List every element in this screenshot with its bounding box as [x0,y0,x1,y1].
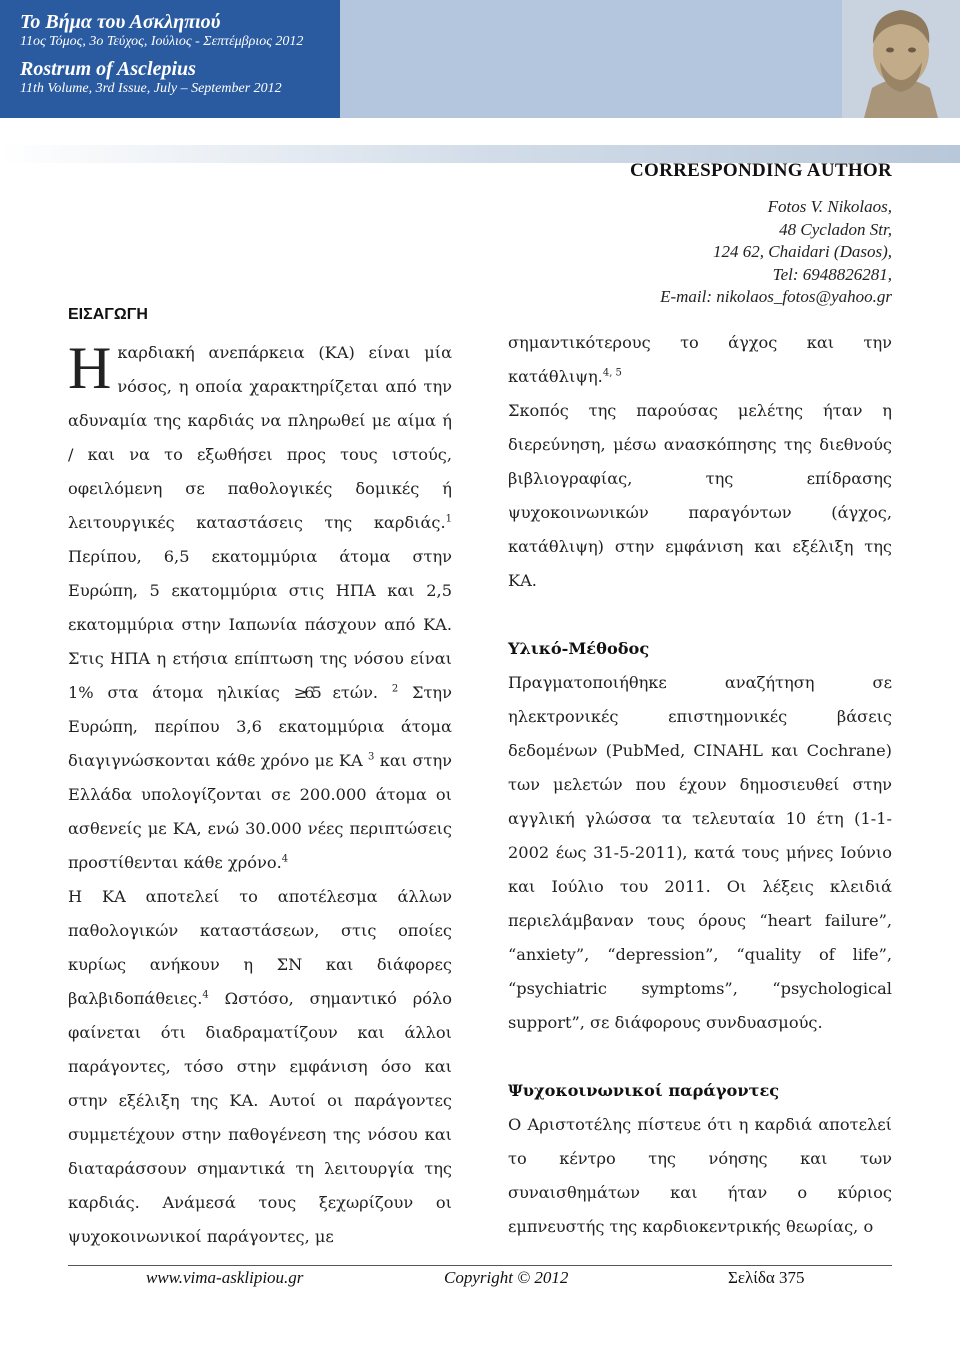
issue-info-greek: 11ος Τόμος, 3ο Τεύχος, Ιούλιος - Σεπτέμβριος 2012 [20,34,304,49]
psychosocial-paragraph: Ο Αριστοτέλης πίστευε ότι η καρδιά αποτελεί το κέντρο της νόησης και των συναισθημάτων και ήταν ο κύριος εμπνευστής της καρδιοκεντρικής θεωρίας, ο [508,1115,892,1236]
author-city: 124 62, Chaidari (Dasos), [713,242,892,261]
journal-title-greek: Το Βήμα του Ασκληπιού [20,11,221,33]
author-street: 48 Cycladon Str, [779,219,892,239]
footer-website: www.vima-asklipiou.gr [146,1268,304,1287]
footer-divider [68,1265,892,1266]
journal-title-box [0,0,340,118]
aim-paragraph: Σκοπός της παρούσας μελέτης ήταν η διερεύνηση, μέσω ανασκόπησης της διεθνούς βιβλιογραφίας, της επίδρασης ψυχοκοινωνικών παραγόντων (άγχος, κατάθλιψη) στην εμφάνιση και εξέλιξη της ΚΑ. [508,401,892,590]
author-name: Fotos V. Nikolaos, [767,197,892,216]
psychosocial-heading: Ψυχοκοινωνικοί παράγοντες [508,1081,780,1100]
methods-heading: Υλικό-Μέθοδος [508,639,650,658]
left-column [68,336,452,1254]
journal-header [0,0,960,118]
right-column [508,326,892,1244]
footer-page-number: Σελίδα 375 [728,1268,805,1287]
intro-paragraph-2: Η ΚΑ αποτελεί το αποτέλεσμα άλλων παθολογικών καταστάσεων, στις οποίες κυρίως ανήκουν η ΣΝ και διάφορες βαλβιδοπάθειες.$^4$ Ωστόσο, σημαντικό ρόλο φαίνεται ότι διαδραματίζουν και άλλοι παράγοντες, τόσο στην εμφάνιση όσο και στην εξέλιξη της ΚΑ. Αυτοί οι παράγοντες συμμετέχουν στην παθογένεση της νόσου και διαταράσσουν σημαντικά τη λειτουργία της καρδιάς. Ανάμεσά τους ξεχωρίζουν οι ψυχοκοινωνικοί παράγοντες, με [68,887,452,1246]
intro-paragraph-1: Ηκαρδιακή ανεπάρκεια (ΚΑ) είναι μία νόσος, η οποία χαρακτηρίζεται από την αδυναμία της καρδιάς να πληρωθεί με αίμα ή / και να το εξωθήσει προς τους ιστούς, οφειλόμενη σε παθολογικές δομικές ή λειτουργικές καταστάσεις της καρδιάς.$^1$ Περίπου, 6,5 εκατομμύρια άτομα στην Ευρώπη, 5 εκατομμύρια στις ΗΠΑ και 2,5 εκατομμύρια στην Ιαπωνία πάσχουν από ΚΑ. Στις ΗΠΑ η ετήσια επίπτωση της νόσου είναι 1% στα άτομα ηλικίας ≥65 ετών. $^2$ Στην Ευρώπη, περίπου 3,6 εκατομμύρια άτομα διαγιγνώσκονται κάθε χρόνο με ΚΑ $^3$ και στην Ελλάδα υπολογίζονται σε 200.000 άτομα οι ασθενείς με ΚΑ, ενώ 30.000 νέες περιπτώσεις προστίθενται κάθε χρόνο.$^4$ [68,335,452,872]
intro-heading: ΕΙΣΑΓΩΓΗ [68,306,148,323]
journal-title-english: Rostrum of Asclepius [20,58,196,80]
author-email: E-mail: nikolaos_fotos@yahoo.gr [660,287,892,306]
corresponding-author-title: CORRESPONDING AUTHOR [630,160,892,181]
drop-cap: Η [68,335,112,401]
right-paragraph-1: σημαντικότερους το άγχος και την κατάθλιψη.$^{4, 5}$ [508,333,892,386]
footer-copyright: Copyright © 2012 [444,1268,569,1287]
asclepius-bust-icon [842,0,960,118]
methods-paragraph: Πραγματοποιήθηκε αναζήτηση σε ηλεκτρονικές επιστημονικές βάσεις δεδομένων (PubMed, CINAHL και Cochrane) των μελετών που έχουν δημοσιευθεί στην αγγλική γλώσσα τα τελευταία 10 έτη (1-1-2002 έως 31-5-2011), κατά τους μήνες Ιούνιο και Ιούλιο του 2011. Οι λέξεις κλειδιά περιελάμβαναν τους όρους “heart failure”, “anxiety”, “depression”, “quality of life”, “psychiatric symptoms”, “psychological support”, σε διάφορους συνδυασμούς. [508,673,892,1032]
author-phone: Tel: 6948826281, [772,264,892,284]
issue-info-english: 11th Volume, 3rd Issue, July – September 2012 [20,81,282,96]
corresponding-author-details [660,196,892,309]
